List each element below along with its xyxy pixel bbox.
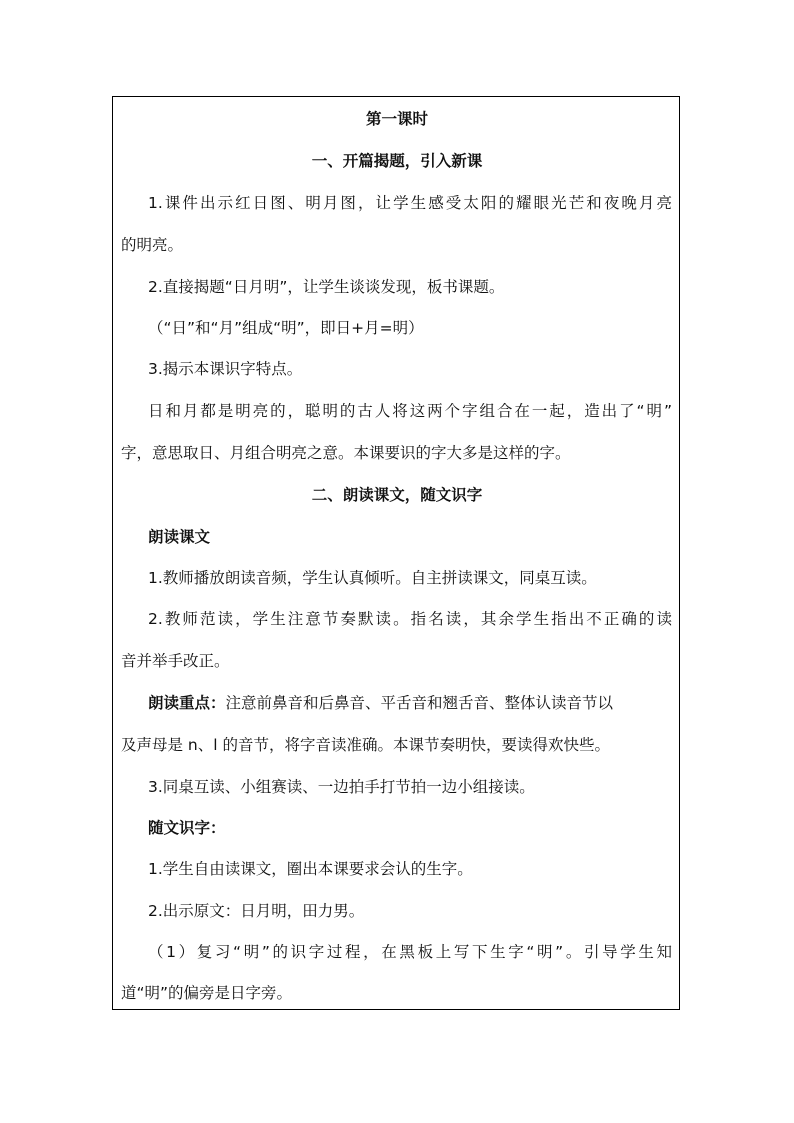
section1-p3: 3.揭示本课识字特点。 bbox=[148, 360, 303, 378]
section1-p1-line1: 1.课件出示红日图、明月图，让学生感受太阳的耀眼光芒和夜晚月亮 bbox=[148, 194, 672, 212]
reading-step2-line2: 音并举手改正。 bbox=[121, 652, 230, 670]
lesson-title: 第一课时 bbox=[365, 110, 428, 128]
reading-subheading: 朗读课文 bbox=[148, 528, 211, 546]
section1-p4-line1: 日和月都是明亮的，聪明的古人将这两个字组合在一起，造出了“明” bbox=[148, 402, 672, 420]
literacy-step3-line1: （1）复习“明”的识字过程，在黑板上写下生字“明”。引导学生知 bbox=[148, 943, 672, 961]
reading-step3: 3.同桌互读、小组赛读、一边拍手打节拍一边小组接读。 bbox=[148, 778, 535, 796]
literacy-step3-line2: 道“明”的偏旁是日字旁。 bbox=[121, 984, 293, 1002]
section1-p2: 2.直接揭题“日月明”，让学生谈谈发现，板书课题。 bbox=[148, 278, 505, 296]
section1-p1-line2: 的明亮。 bbox=[121, 236, 184, 254]
literacy-subheading: 随文识字： bbox=[148, 819, 226, 837]
section1-p2-note: （“日”和“月”组成“明”，即日+月=明） bbox=[148, 319, 424, 337]
reading-step1: 1.教师播放朗读音频，学生认真倾听。自主拼读课文，同桌互读。 bbox=[148, 569, 597, 587]
reading-focus-text: 注意前鼻音和后鼻音、平舌音和翘舌音、整体认读音节以 bbox=[225, 694, 614, 712]
literacy-step2: 2.出示原文：日月明，田力男。 bbox=[148, 902, 365, 920]
lesson-plan-box bbox=[112, 96, 680, 1010]
reading-focus-line2: 及声母是 n、l 的音节，将字音读准确。本课节奏明快，要读得欢快些。 bbox=[121, 736, 610, 754]
reading-step2-line1: 2.教师范读，学生注意节奏默读。指名读，其余学生指出不正确的读 bbox=[148, 610, 672, 628]
reading-focus-line1 bbox=[148, 693, 613, 713]
literacy-step1: 1.学生自由读课文，圈出本课要求会认的生字。 bbox=[148, 860, 473, 878]
section1-p4-line2: 字，意思取日、月组合明亮之意。本课要识的字大多是这样的字。 bbox=[121, 444, 571, 462]
section1-heading: 一、开篇揭题，引入新课 bbox=[311, 152, 483, 170]
section2-heading: 二、朗读课文，随文识字 bbox=[311, 486, 483, 504]
reading-focus-label: 朗读重点： bbox=[148, 694, 226, 712]
